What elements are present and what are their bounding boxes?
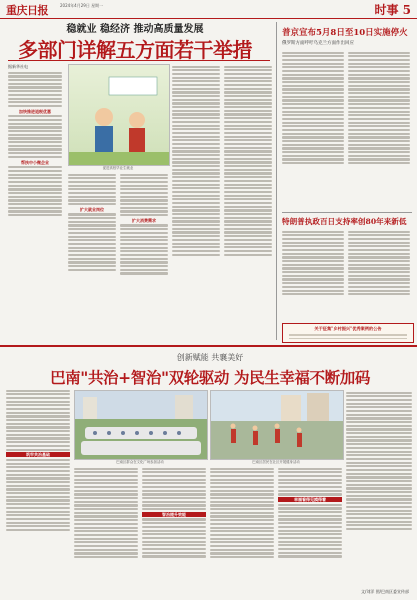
feature-subhead: 智治提升效能: [142, 512, 206, 517]
lead-subhead: 扩大就业岗位: [80, 206, 104, 212]
feature-column-6: [346, 390, 412, 588]
putin-ceasefire-headline: 普京宣布5月8日至10日实施停火: [282, 28, 408, 38]
lead-column-4: [172, 64, 220, 334]
lead-column-1: [8, 64, 62, 334]
lead-headline: 多部门详解五方面若干举措: [18, 38, 252, 62]
feature-subhead: 幸福看得见摸得着: [278, 497, 342, 502]
lead-subhead: 扩大消费需求: [132, 217, 156, 223]
putin-story-col-2: [348, 50, 410, 210]
feature-headline: 巴南"共治+智治"双轮驱动 为民生幸福不断加码: [50, 368, 370, 387]
trump-story-col-1: [282, 229, 344, 321]
feature-column-5: [278, 466, 342, 594]
feature-column-4: [210, 466, 274, 594]
feature-column-1: [6, 388, 70, 594]
newspaper-logo: 重庆日报: [6, 4, 48, 17]
lead-illustration: [68, 64, 170, 166]
issue-date: 2024年4月29日 星期一: [60, 3, 104, 8]
putin-ceasefire-subtitle: 俄罗斯方面呼吁乌克兰方面作出回应: [282, 41, 354, 46]
feature-kicker: 创新赋能 共襄美好: [176, 353, 244, 362]
section-separator: [0, 345, 417, 347]
lead-kicker: 稳就业 稳经济 推动高质量发展: [66, 24, 204, 35]
feature-photo-caption-left: 巴南区群众在文化广场参加活动: [116, 460, 164, 464]
section-title: 时事 5: [374, 3, 411, 17]
exercise-photo-graphic: [211, 391, 343, 459]
feature-photo-caption-right: 巴南区居民在社区开展健身活动: [252, 460, 300, 464]
lead-byline: 据新华社电: [8, 64, 28, 69]
notice-box: [282, 323, 414, 343]
crowd-photo-graphic: [75, 391, 207, 459]
feature-author: 文/刘洋 图/巴南区委宣传部: [361, 589, 409, 594]
feature-column-3: [142, 466, 206, 594]
trump-approval-headline: 特朗普执政百日支持率创80年来新低: [282, 217, 407, 226]
lead-column-5: [224, 64, 272, 334]
lead-subhead: 帮扶中小微企业: [21, 159, 49, 165]
column-rule: [276, 22, 277, 340]
lead-subhead: 加快推进退税优惠: [19, 108, 51, 114]
lead-column-3: [120, 172, 168, 334]
illustration-graphic: [69, 65, 169, 165]
divider: [8, 60, 270, 61]
notice-title: 关于征集"乡村振兴"优秀案例的公告: [314, 326, 382, 331]
trump-story-col-2: [348, 229, 410, 321]
lead-column-2: [68, 172, 116, 334]
story-rule: [282, 212, 412, 213]
lead-photo-caption: 促进高校毕业生就业: [102, 166, 134, 170]
putin-story-col-1: [282, 50, 344, 210]
feature-column-2: [74, 466, 138, 594]
feature-photo-crowd: [74, 390, 208, 460]
feature-subhead: 筑牢共治基础: [6, 452, 70, 457]
feature-photo-exercise: [210, 390, 344, 460]
